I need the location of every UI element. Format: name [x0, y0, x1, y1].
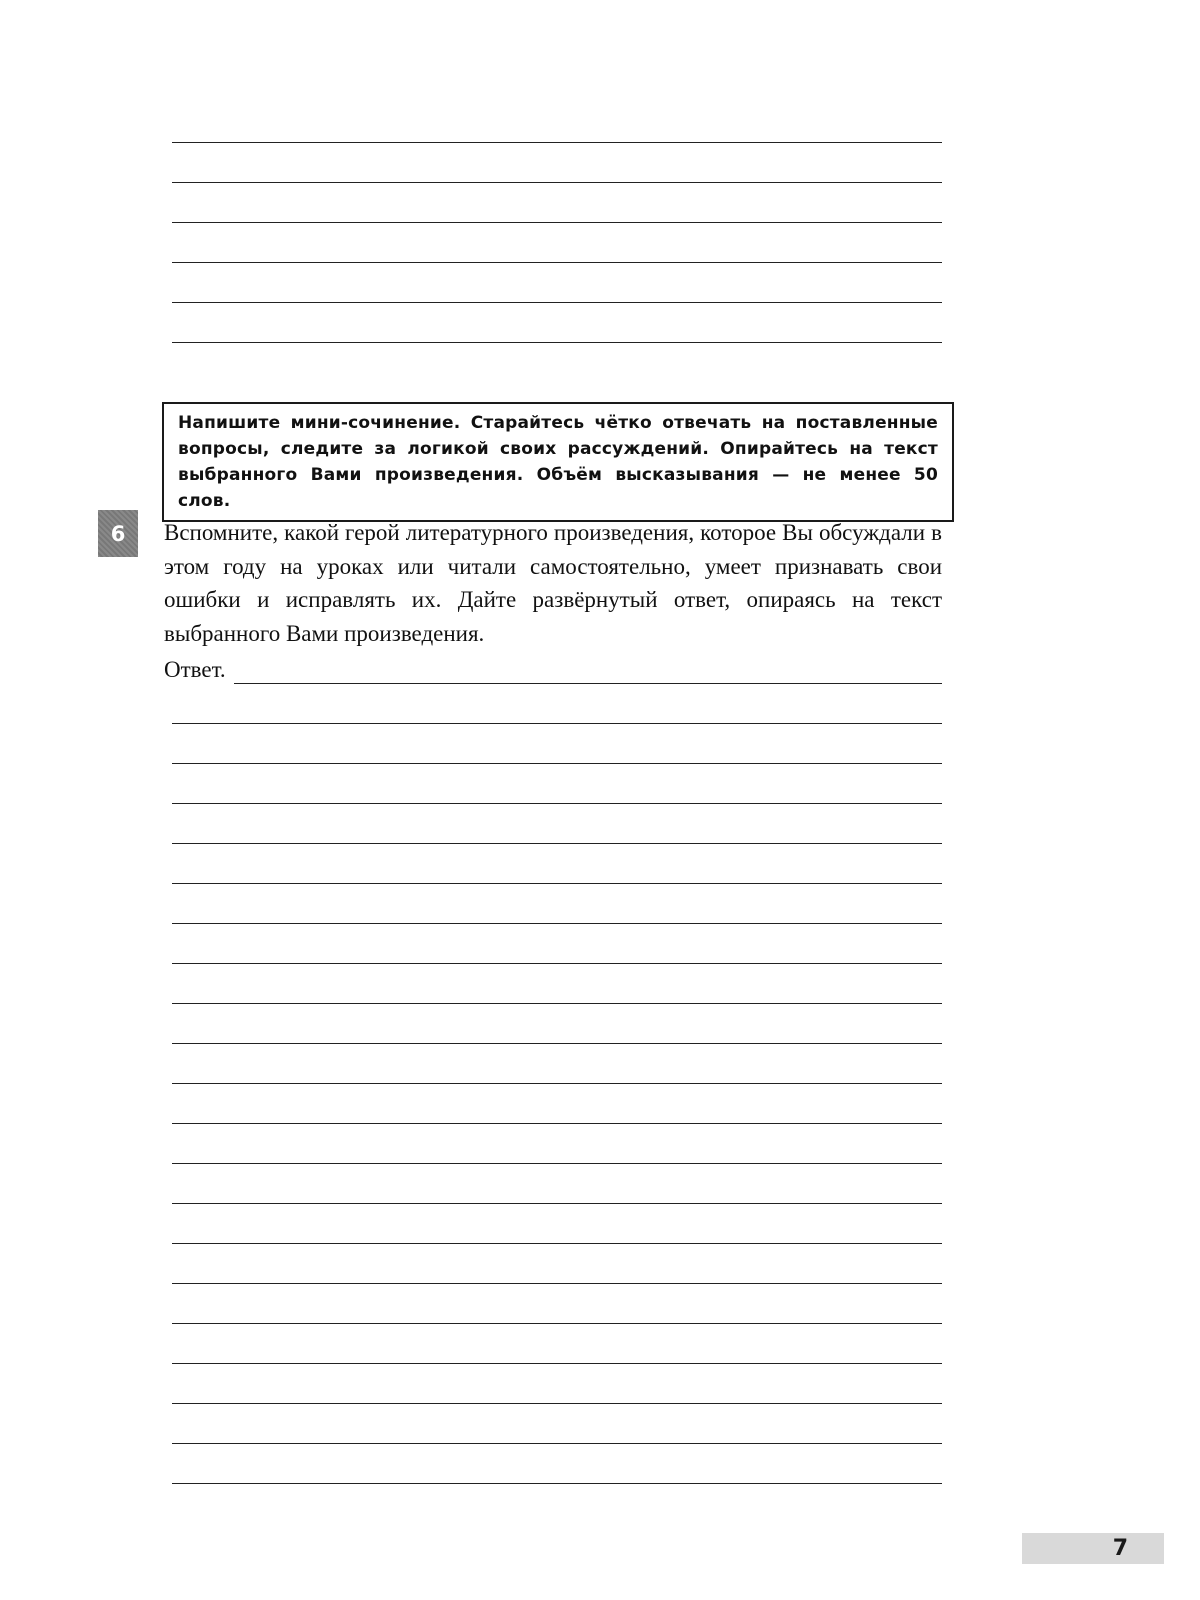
answer-writing-line[interactable] — [172, 884, 942, 924]
answer-writing-line[interactable] — [172, 183, 942, 223]
answer-writing-line[interactable] — [172, 1044, 942, 1084]
answer-writing-line[interactable] — [172, 303, 942, 343]
answer-writing-line[interactable] — [172, 1164, 942, 1204]
answer-label: Ответ. — [164, 657, 226, 682]
answer-writing-line[interactable] — [172, 684, 942, 724]
task-number-badge — [98, 510, 138, 557]
answer-writing-line[interactable] — [172, 1284, 942, 1324]
answer-writing-line[interactable] — [172, 764, 942, 804]
answer-lines — [172, 684, 942, 1484]
answer-writing-line[interactable] — [172, 223, 942, 263]
answer-writing-line[interactable] — [172, 103, 942, 143]
page-number-bar — [1022, 1533, 1164, 1564]
instruction-box — [162, 402, 954, 522]
answer-row — [164, 652, 942, 684]
answer-writing-line[interactable] — [172, 1124, 942, 1164]
answer-writing-line[interactable] — [172, 964, 942, 1004]
answer-writing-line[interactable] — [172, 1084, 942, 1124]
answer-writing-line[interactable] — [172, 924, 942, 964]
answer-writing-line[interactable] — [172, 1324, 942, 1364]
answer-first-line[interactable] — [234, 656, 942, 684]
answer-writing-line[interactable] — [172, 1404, 942, 1444]
answer-writing-line[interactable] — [172, 1364, 942, 1404]
answer-writing-line[interactable] — [172, 1004, 942, 1044]
answer-writing-line[interactable] — [172, 804, 942, 844]
answer-writing-line[interactable] — [172, 143, 942, 183]
previous-answer-lines — [172, 103, 942, 343]
task-number: 6 — [110, 521, 126, 546]
answer-writing-line[interactable] — [172, 1204, 942, 1244]
page-number: 7 — [1112, 1536, 1128, 1561]
answer-writing-line[interactable] — [172, 724, 942, 764]
instruction-text: Напишите мини-сочинение. Старайтесь чётко отвечать на поставленные вопросы, следите за логикой своих рассуждений. Опирайтесь на текст выбранного Вами произведения. Объём высказывания — не менее 50 слов. — [178, 413, 938, 511]
task-question: Вспомните, какой герой литературного произведения, которое Вы обсуждали в этом году на уроках или читали самостоятельно, умеет признавать свои ошибки и исправлять их. Дайте развёрнутый ответ, опираясь на текст выбранного Вами произведения. — [164, 520, 942, 646]
answer-writing-line[interactable] — [172, 1244, 942, 1284]
answer-writing-line[interactable] — [172, 263, 942, 303]
answer-writing-line[interactable] — [172, 844, 942, 884]
answer-writing-line[interactable] — [172, 1444, 942, 1484]
